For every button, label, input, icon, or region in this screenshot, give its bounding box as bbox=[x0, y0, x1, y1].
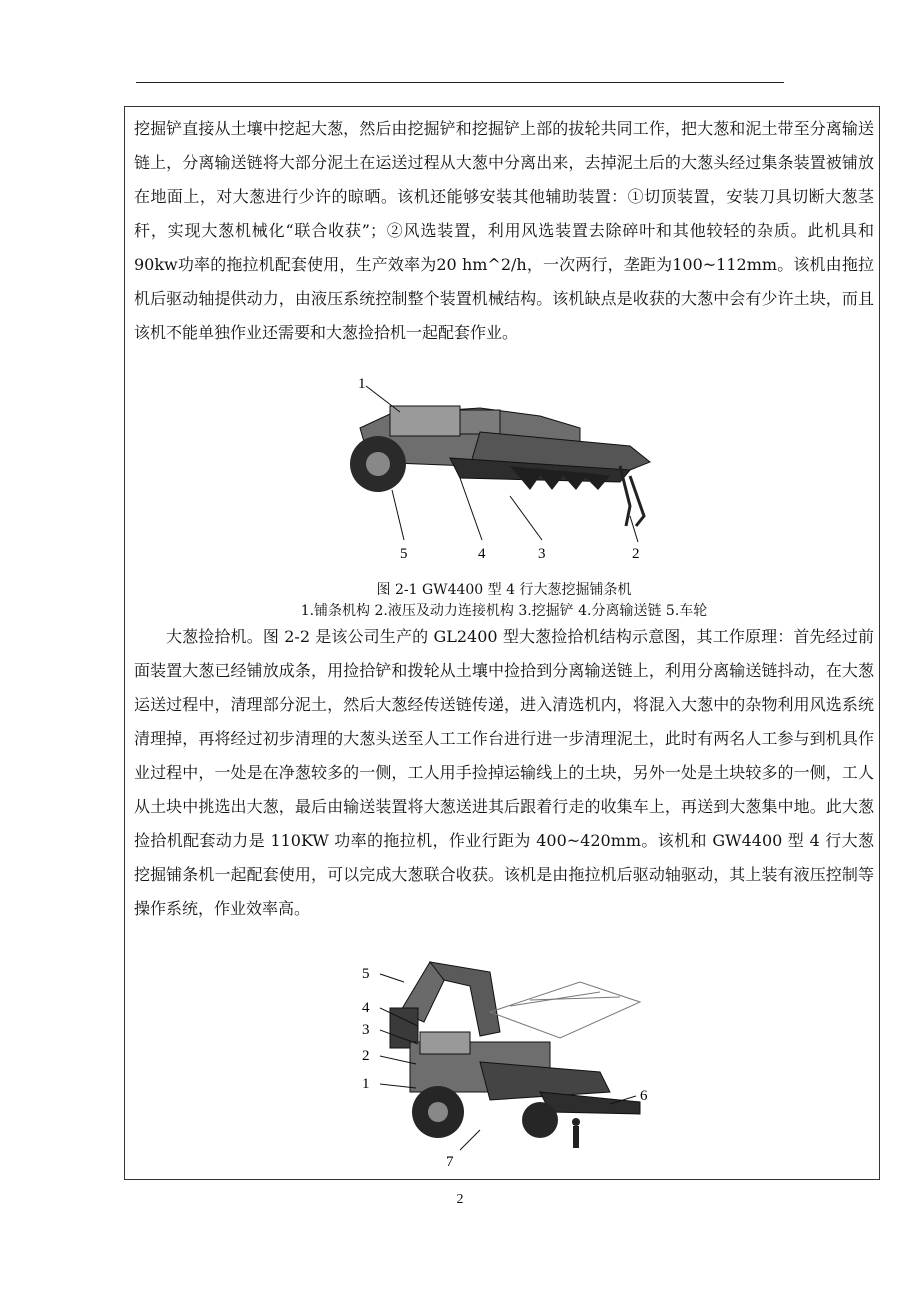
figure-2-1-caption: 图 2-1 GW4400 型 4 行大葱挖掘铺条机 bbox=[376, 582, 632, 598]
figure-2-2-illustration bbox=[340, 952, 680, 1174]
page-number: 2 bbox=[456, 1192, 464, 1207]
figure-2-1-legend: 1.铺条机构 2.液压及动力连接机构 3.挖掘铲 4.分离输送链 5.车轮 bbox=[300, 603, 708, 619]
hydraulic-linkage bbox=[620, 466, 644, 526]
paragraph-2: 大葱捡拾机。图 2-2 是该公司生产的 GL2400 型大葱捡拾机结构示意图，其工作原理：首先经过前面装置大葱已经铺放成条，用捡拾铲和拨轮从土壤中捡拾到分离输送链上，利用分离输送链抖动，在大葱运送过程中，清理部分泥土，然后大葱经传送链传递，进入清选机内，将混入大葱中的杂物利用风选系统清理掉，再将经过初步清理的大葱头送至人工工作台进行进一步清理泥土，此时有两名人工参与到机具作业过程中，一处是在净葱较多的一侧，工人用手捡掉运输线上的土块，另外一处是土块较多的一侧，工人从土块中挑选出大葱，最后由输送装置将大葱送进其后跟着行走的收集车上，再送到大葱集中地。此大葱捡拾机配套动力是 110KW 功率的拖拉机，作业行距为 400~420mm。该机和 GW4400 型 4 行大葱挖掘铺条机一起配套使用，可以完成大葱联合收获。该机是由拖拉机后驱动轴驱动，其上装有液压控制等操作系统，作业效率高。 bbox=[134, 627, 874, 918]
figure-2-label-2: 2 bbox=[362, 1048, 370, 1064]
figure-1-label-1: 1 bbox=[358, 376, 366, 392]
wheel bbox=[350, 436, 406, 492]
header-rule bbox=[136, 82, 784, 83]
figure-2-label-4: 4 bbox=[362, 1000, 370, 1016]
figure-1-label-2: 2 bbox=[632, 546, 640, 562]
figure-2-label-1: 1 bbox=[362, 1076, 370, 1092]
figure-2-label-7: 7 bbox=[446, 1154, 454, 1170]
figure-2-1-illustration bbox=[330, 366, 660, 572]
figure-1-label-5: 5 bbox=[400, 546, 408, 562]
figure-2-label-3: 3 bbox=[362, 1022, 370, 1038]
figure-2-label-6: 6 bbox=[640, 1088, 648, 1104]
paragraph-1: 挖掘铲直接从土壤中挖起大葱，然后由挖掘铲和挖掘铲上部的拔轮共同工作，把大葱和泥土带至分离输送链上，分离输送链将大部分泥土在运送过程从大葱中分离出来，去掉泥土后的大葱头经过集条装置被铺放在地面上，对大葱进行少许的晾晒。该机还能够安装其他辅助装置：①切顶装置，安装刀具切断大葱茎秆，实现大葱机械化“联合收获”；②风选装置，利用风选装置去除碎叶和其他较轻的杂质。此机具和90kw功率的拖拉机配套使用，生产效率为20 hm^2/h，一次两行，垄距为100~112mm。该机由拖拉机后驱动轴提供动力，由液压系统控制整个装置机械结构。该机缺点是收获的大葱中会有少许土块，而且该机不能单独作业还需要和大葱捡拾机一起配套作业。 bbox=[134, 119, 874, 342]
figure-1-label-3: 3 bbox=[538, 546, 546, 562]
worker-figure bbox=[572, 1118, 580, 1148]
figure-2-label-5: 5 bbox=[362, 966, 370, 982]
canopy-frame bbox=[490, 982, 640, 1038]
figure-1-label-4: 4 bbox=[478, 546, 486, 562]
